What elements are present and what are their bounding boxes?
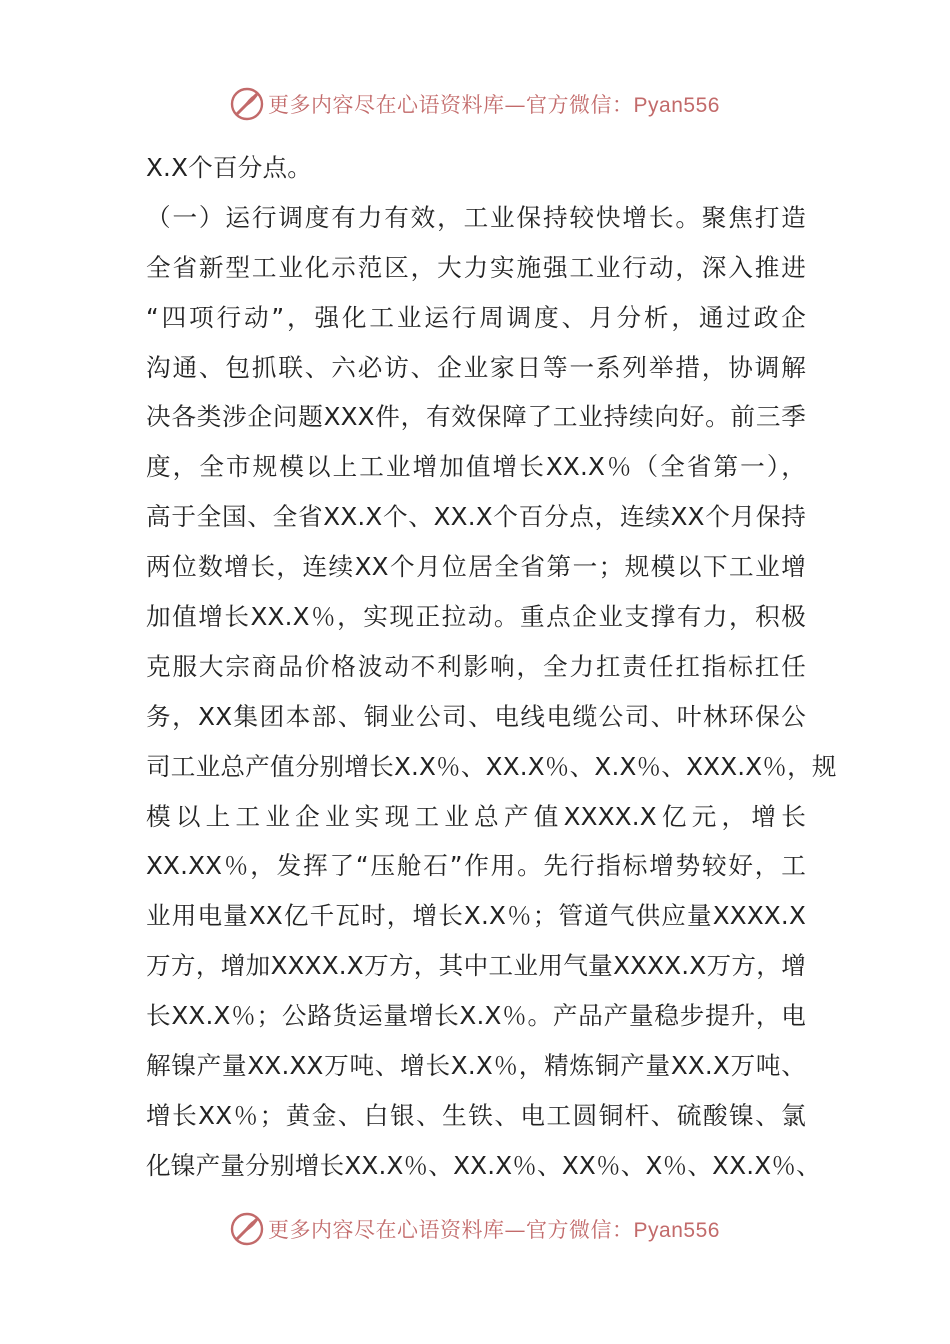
footer-banner-text: 更多内容尽在心语资料库—官方微信：Pyan556 xyxy=(268,1218,720,1242)
body-line: 化镍产量分别增长XX.X％、XX.X％、XX％、X％、XX.X％、 xyxy=(146,1150,821,1180)
header-wechat-id: Pyan556 xyxy=(633,94,720,117)
body-line: 高于全国、全省XX.X个、XX.X个百分点，连续XX个月保持 xyxy=(146,502,806,532)
body-line: “四项行动”，强化工业运行周调度、月分析，通过政企 xyxy=(146,302,806,332)
body-line: 沟通、包抓联、六必访、企业家日等一系列举措，协调解 xyxy=(146,352,806,382)
body-line: XX.XX％，发挥了“压舱石”作用。先行指标增势较好，工 xyxy=(146,851,806,881)
footer-wechat-id: Pyan556 xyxy=(633,1219,720,1242)
body-line: 全省新型工业化示范区，大力实施强工业行动，深入推进 xyxy=(146,252,806,282)
body-line: 务，XX集团本部、铜业公司、电线电缆公司、叶林环保公 xyxy=(146,701,806,731)
body-line: 长XX.X％；公路货运量增长X.X％。产品产量稳步提升，电 xyxy=(146,1001,806,1031)
body-line: 司工业总产值分别增长X.X％、XX.X％、X.X％、XXX.X％，规 xyxy=(146,751,837,781)
header-banner-text: 更多内容尽在心语资料库—官方微信：Pyan556 xyxy=(268,93,720,117)
body-line: 加值增长XX.X％，实现正拉动。重点企业支撑有力，积极 xyxy=(146,602,806,632)
body-line: 万方，增加XXXX.X万方，其中工业用气量XXXX.X万方，增 xyxy=(146,951,806,981)
document-body xyxy=(146,143,837,1191)
header-banner xyxy=(0,82,950,126)
footer-banner xyxy=(0,1207,950,1251)
body-line: （一）运行调度有力有效，工业保持较快增长。聚焦打造 xyxy=(146,202,806,232)
body-line: 增长XX％；黄金、白银、生铁、电工圆铜杆、硫酸镍、氯 xyxy=(146,1100,806,1130)
body-line: 模以上工业企业实现工业总产值XXXX.X亿元，增长 xyxy=(146,801,806,831)
body-line: 度，全市规模以上工业增加值增长XX.X％（全省第一）， xyxy=(146,452,806,482)
quill-logo-icon xyxy=(230,87,264,121)
body-line: 业用电量XX亿千瓦时，增长X.X％；管道气供应量XXXX.X xyxy=(146,901,806,931)
body-line: X.X个百分点。 xyxy=(146,153,313,182)
body-line: 克服大宗商品价格波动不利影响，全力扛责任扛指标扛任 xyxy=(146,651,806,681)
body-line: 解镍产量XX.XX万吨、增长X.X％，精炼铜产量XX.X万吨、 xyxy=(146,1051,806,1081)
quill-logo-icon xyxy=(230,1212,264,1246)
body-line: 两位数增长，连续XX个月位居全省第一；规模以下工业增 xyxy=(146,552,806,582)
body-line: 决各类涉企问题XXX件，有效保障了工业持续向好。前三季 xyxy=(146,402,806,432)
